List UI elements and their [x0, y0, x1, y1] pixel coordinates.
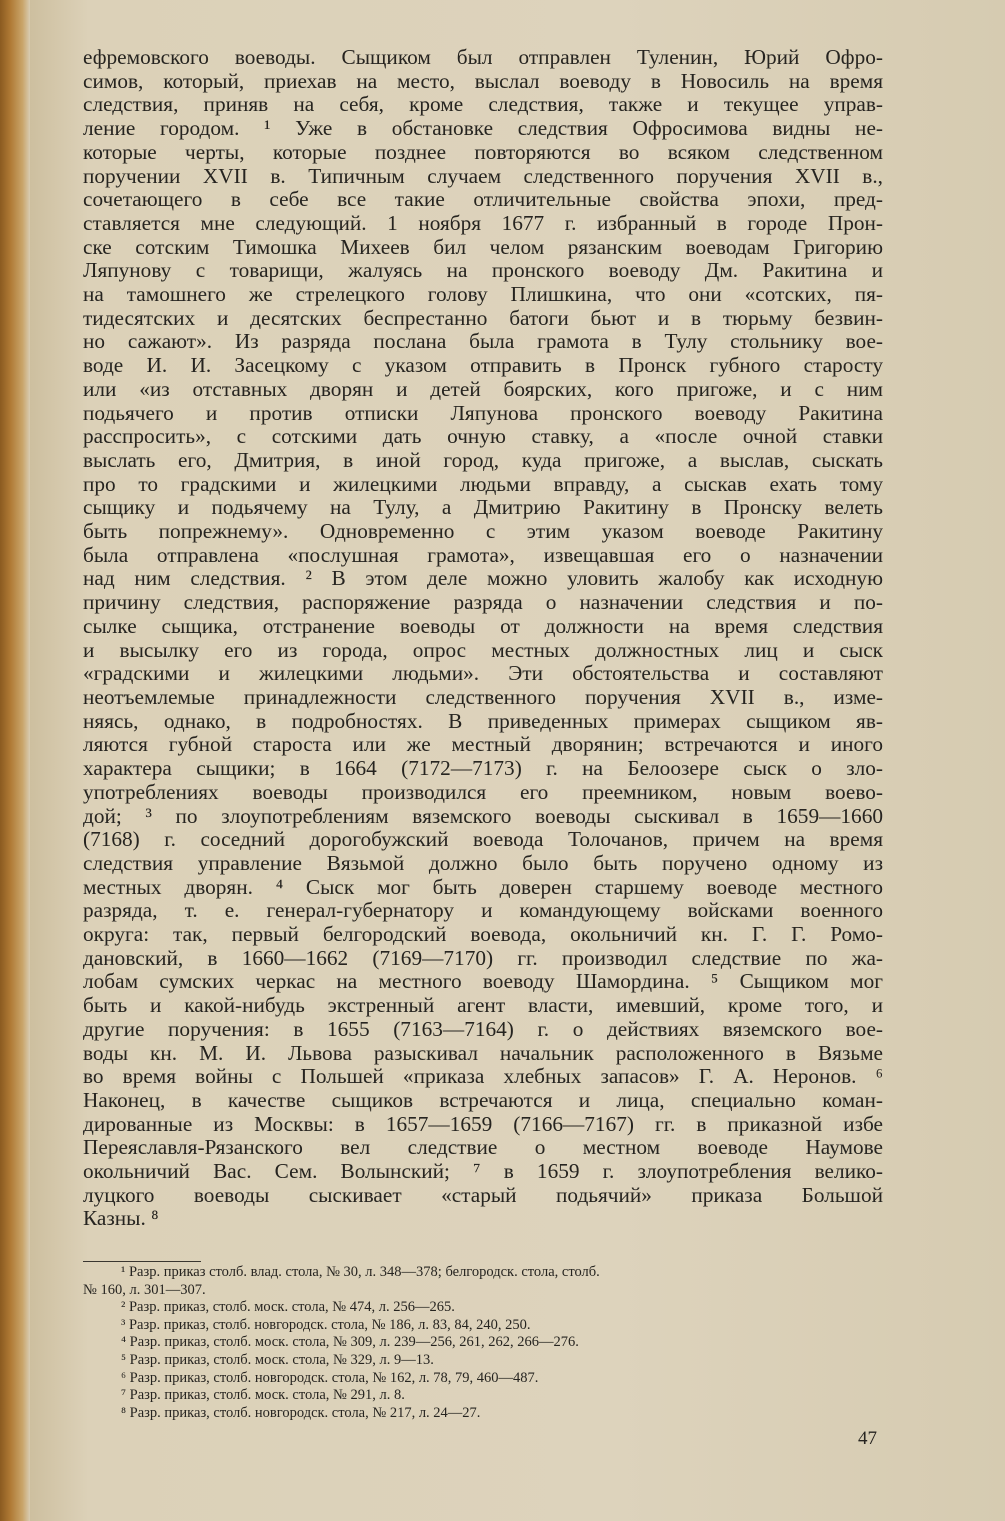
- text-line: тидесятских и десятских беспрестанно батоги бьют и в тюрьму безвин-: [83, 305, 883, 330]
- footnote: ³ Разр. приказ, столб. новгородск. стола, № 186, л. 83, 84, 240, 250.: [121, 1316, 531, 1333]
- text-line: ление городом. ¹ Уже в обстановке следствия Офросимова видны не-: [83, 116, 883, 141]
- text-line: ефремовского воеводы. Сыщиком был отправлен Туленин, Юрий Офро-: [83, 45, 883, 69]
- text-line: была отправлена «послушная грамота», извещавшая его о назначении: [83, 542, 883, 567]
- text-line: выслать его, Дмитрия, в иной город, куда пригоже, а выслав, сыскать: [83, 447, 883, 472]
- text-line: но сажают». Из разряда послана была грамота в Тулу стольнику вое-: [83, 329, 883, 354]
- text-line: во время войны с Польшей «приказа хлебных запасов» Г. А. Неронов. ⁶: [83, 1064, 883, 1089]
- footnotes: [83, 1264, 883, 1422]
- text-line: Наконец, в качестве сыщиков встречаются и лица, специально коман-: [83, 1087, 883, 1112]
- text-line: ске сотским Тимошка Михеев бил челом рязанским воеводам Григорию: [83, 234, 883, 259]
- text-line: дой; ³ по злоупотреблениям вяземского воеводы сыскивал в 1659—1660: [83, 803, 883, 828]
- text-line: быть и какой-нибудь экстренный агент власти, имевший, кроме того, и: [83, 993, 883, 1018]
- text-line: Переяславля-Рязанского вел следствие о местном воеводе Наумове: [83, 1135, 883, 1160]
- text-line: разряда, т. е. генерал-губернатору и командующему войсками военного: [83, 898, 883, 923]
- text-line: луцкого воеводы сыскивает «старый подьячий» приказа Большой: [83, 1182, 883, 1207]
- text-line: причину следствия, распоряжение разряда о назначении следствия и по-: [83, 590, 883, 615]
- text-line: Казны. ⁸: [83, 1206, 159, 1231]
- footnote: ¹ Разр. приказ столб. влад. стола, № 30, л. 348—378; белгородск. стола, столб.: [121, 1264, 600, 1280]
- text-line: характера сыщики; в 1664 (7172—7173) г. на Белоозере сыск о зло-: [83, 756, 883, 781]
- text-line: сылке сыщика, отстранение воеводы от должности на время следствия: [83, 613, 883, 638]
- text-line: сочетающего в себе все такие отличительные свойства эпохи, пред-: [83, 187, 883, 212]
- text-line: воды кн. М. И. Львова разыскивал начальник расположенного в Вязьме: [83, 1040, 883, 1065]
- text-line: сыщику и подьячему на Тулу, а Дмитрию Ракитину в Пронску велеть: [83, 495, 883, 520]
- text-line: употреблениях воеводы производился его преемником, новым воево-: [83, 779, 883, 804]
- text-line: местных дворян. ⁴ Сыск мог быть доверен старшему воеводе местного: [83, 874, 883, 899]
- footnote: ⁶ Разр. приказ, столб. новгородск. стола, № 162, л. 78, 79, 460—487.: [121, 1369, 539, 1386]
- text-line: дановский, в 1660—1662 (7169—7170) гг. производил следствие по жа-: [83, 945, 883, 970]
- footnote: ⁵ Разр. приказ, столб. моск. стола, № 329, л. 9—13.: [121, 1351, 434, 1368]
- text-line: дированные из Москвы: в 1657—1659 (7166—7167) гг. в приказной избе: [83, 1111, 883, 1136]
- page-number: 47: [858, 1428, 877, 1449]
- text-line: другие поручения: в 1655 (7163—7164) г. о действиях вяземского вое-: [83, 1016, 883, 1041]
- text-line: над ним следствия. ² В этом деле можно уловить жалобу как исходную: [83, 566, 883, 591]
- text-line: ставляется мне следующий. 1 ноября 1677 г. избранный в городе Прон-: [83, 210, 883, 235]
- text-line: быть попрежнему». Одновременно с этим указом воеводе Ракитину: [83, 519, 883, 544]
- footnote: ⁸ Разр. приказ, столб. новгородск. стола, № 217, л. 24—27.: [121, 1404, 481, 1421]
- text-line: окольничий Вас. Сем. Волынский; ⁷ в 1659 г. злоупотребления велико-: [83, 1159, 883, 1184]
- footnote: ⁷ Разр. приказ, столб. моск. стола, № 291, л. 8.: [121, 1387, 405, 1404]
- footnote: ⁴ Разр. приказ, столб. моск. стола, № 309, л. 239—256, 261, 262, 266—276.: [121, 1334, 579, 1351]
- text-line: «градскими и жилецкими людьми». Эти обстоятельства и составляют: [83, 661, 883, 686]
- text-line: ляются губной староста или же местный дворянин; встречаются и иного: [83, 732, 883, 757]
- text-line: воде И. И. Засецкому с указом отправить в Пронск губного старосту: [83, 353, 883, 378]
- text-line: поручении XVII в. Типичным случаем следственного поручения XVII в.,: [83, 163, 883, 188]
- text-line: лобам сумских черкас на местного воеводу Шамордина. ⁵ Сыщиком мог: [83, 969, 883, 994]
- text-line: следствия управление Вязьмой должно было быть поручено одному из: [83, 850, 883, 875]
- text-line: и высылку его из города, опрос местных должностных лиц и сыск: [83, 637, 883, 662]
- text-line: которые черты, которые позднее повторяются во всяком следственном: [83, 139, 883, 164]
- footnote: № 160, л. 301—307.: [83, 1281, 206, 1298]
- text-line: округа: так, первый белгородский воевода, окольничий кн. Г. Г. Ромо-: [83, 922, 883, 947]
- text-line: Ляпунову с товарищи, жалуясь на пронского воеводу Дм. Ракитина и: [83, 258, 883, 283]
- text-line: няясь, однако, в подробностях. В приведенных примерах сыщиком яв-: [83, 708, 883, 733]
- text-line: на тамошнего же стрелецкого голову Плишкина, что они «сотских, пя-: [83, 282, 883, 307]
- footnote-rule: [83, 1261, 201, 1262]
- text-line: симов, который, приехав на место, выслал воеводу в Новосиль на время: [83, 68, 883, 93]
- book-spine-shadow: [0, 0, 30, 1521]
- text-line: про то градскими и жилецкими людьми вправду, а сыскав ехать тому: [83, 471, 883, 496]
- text-line: следствия, приняв на себя, кроме следствия, также и текущее управ-: [83, 92, 883, 117]
- text-line: (7168) г. соседний дорогобужский воевода Толочанов, причем на время: [83, 827, 883, 852]
- text-line: или «из отставных дворян и детей боярских, кого пригоже, и с ним: [83, 376, 883, 401]
- footnote: ² Разр. приказ, столб. моск. стола, № 474, л. 256—265.: [121, 1299, 455, 1316]
- text-line: подьячего и против отписки Ляпунова пронского воеводу Ракитина: [83, 400, 883, 425]
- main-text: [83, 46, 883, 1231]
- text-line: расспросить», с сотскими дать очную ставку, а «после очной ставки: [83, 424, 883, 449]
- text-line: неотъемлемые принадлежности следственного поручения XVII в., изме-: [83, 684, 883, 709]
